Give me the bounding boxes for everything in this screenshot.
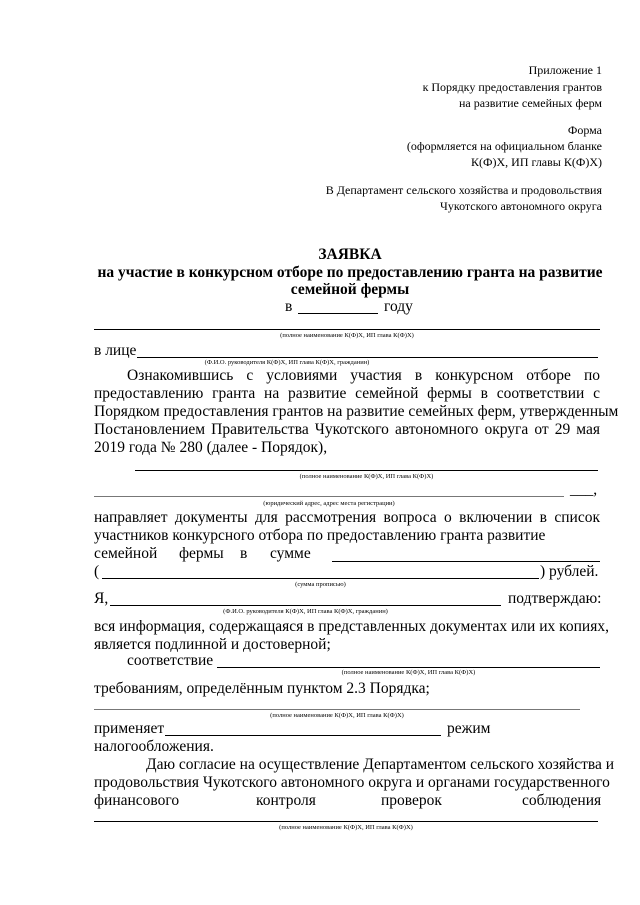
sum-word-1: семейной [94,545,158,562]
full-name-caption-2: (полное наименование К(Ф)Х, ИП глава К(Ф)Х) [299,473,434,480]
i-label: Я, [94,590,109,607]
full-name-caption: (полное наименование К(Ф)Х, ИП глава К(Ф)Х) [280,332,414,339]
sum-words-caption: (сумма прописью) [295,581,346,588]
consent-line-2: продовольствия Чукотского автономного округа и органами государственного [94,774,610,791]
compliance-label: соответствие [127,652,214,669]
applicant-name-field[interactable] [135,470,598,471]
document-title: ЗАЯВКА [318,246,382,263]
confirm-label: подтверждаю: [508,590,602,607]
open-paren: ( [94,563,100,580]
paragraph-1-line-4: Постановлением Правительства Чукотского автономного округа от 29 мая [94,421,600,438]
full-name-caption-5: (полное наименование К(Ф)Х, ИП глава К(Ф)Х) [279,824,413,831]
year-prefix: в [285,298,293,315]
consent-word-2: контроля [256,792,316,809]
form-label: Форма [567,123,602,137]
paragraph-2-line-2: участников конкурсного отбора по предоставлению гранта развитие [94,527,546,544]
form-note-1: (оформляется на официальном бланке [406,139,602,153]
appendix-line-3: на развитие семейных ферм [458,96,602,110]
consent-word-3: проверок [381,792,442,809]
requirements-text: требованиям, определённым пунктом 2.3 Порядка; [94,680,430,697]
appendix-line-1: Приложение 1 [528,63,602,77]
rubles-label: ) рублей. [540,563,599,580]
paragraph-1-line-1: Ознакомившись с условиями участия в конкурсном отборе по [127,367,600,384]
paragraph-3-line-2: является подлинной и достоверной; [94,636,331,653]
sum-digits-field[interactable] [332,561,600,562]
sum-word-2: фермы [179,545,224,562]
taxation-label: налогообложения. [94,738,214,755]
legal-address-caption: (юридический адрес, адрес места регистрации) [263,500,395,507]
paragraph-1-line-3: Порядком предоставления грантов на развитие семейных ферм, утвержденным [94,403,619,420]
address-comma: ___, [570,481,598,498]
full-name-field[interactable] [94,329,600,330]
regime-label: режим [447,720,491,737]
addressee-2: Чукотского автономного округа [440,199,602,213]
tax-regime-field[interactable] [165,735,441,736]
appendix-line-2: к Порядку предоставления грантов [422,80,602,94]
document-subtitle-2: семейной фермы [290,281,410,298]
consent-word-1: финансового [94,792,180,809]
taxpayer-name-field[interactable] [94,709,580,710]
form-note-2: К(Ф)Х, ИП главы К(Ф)Х) [471,155,602,169]
fio-caption: (Ф.И.О. руководителя К(Ф)Х, ИП глава К(Ф)Х, гражданин) [204,359,370,366]
consent-word-4: соблюдения [522,792,602,809]
paragraph-1-line-2: предоставлению гранта на развитие семейной фермы в соответствии с [94,385,600,402]
sum-words-field[interactable] [102,578,539,579]
full-name-caption-3: (полное наименование К(Ф)Х, ИП глава К(Ф)Х) [341,669,476,676]
signer-name-field[interactable] [110,605,501,606]
paragraph-2-line-1: направляет документы для рассмотрения вопроса о включении в список [94,509,600,526]
paragraph-3-line-1: вся информация, содержащаяся в представленных документах или их копиях, [94,618,609,635]
representative-field[interactable] [137,357,598,358]
sum-word-3: в [240,545,248,562]
year-suffix: году [384,298,413,315]
consent-line-1: Даю согласие на осуществление Департаментом сельского хозяйства и [146,756,615,773]
applies-label: применяет [94,720,165,737]
compliance-field[interactable] [217,667,600,668]
addressee-1: В Департамент сельского хозяйства и продовольствия [325,183,602,197]
document-subtitle-1: на участие в конкурсном отборе по предоставлению гранта на развитие [97,264,603,281]
legal-address-field[interactable] [94,496,564,497]
consent-subject-field[interactable] [94,821,598,822]
fio-caption-2: (Ф.И.О. руководителя К(Ф)Х, ИП глава К(Ф)Х, гражданин) [223,608,388,615]
sum-word-4: сумме [270,545,311,562]
full-name-caption-4: (полное наименование К(Ф)Х, ИП глава К(Ф)Х) [270,712,404,719]
paragraph-1-line-5: 2019 года № 280 (далее - Порядок), [94,439,328,456]
in-person-label: в лице [94,342,137,359]
year-field[interactable] [298,313,378,314]
